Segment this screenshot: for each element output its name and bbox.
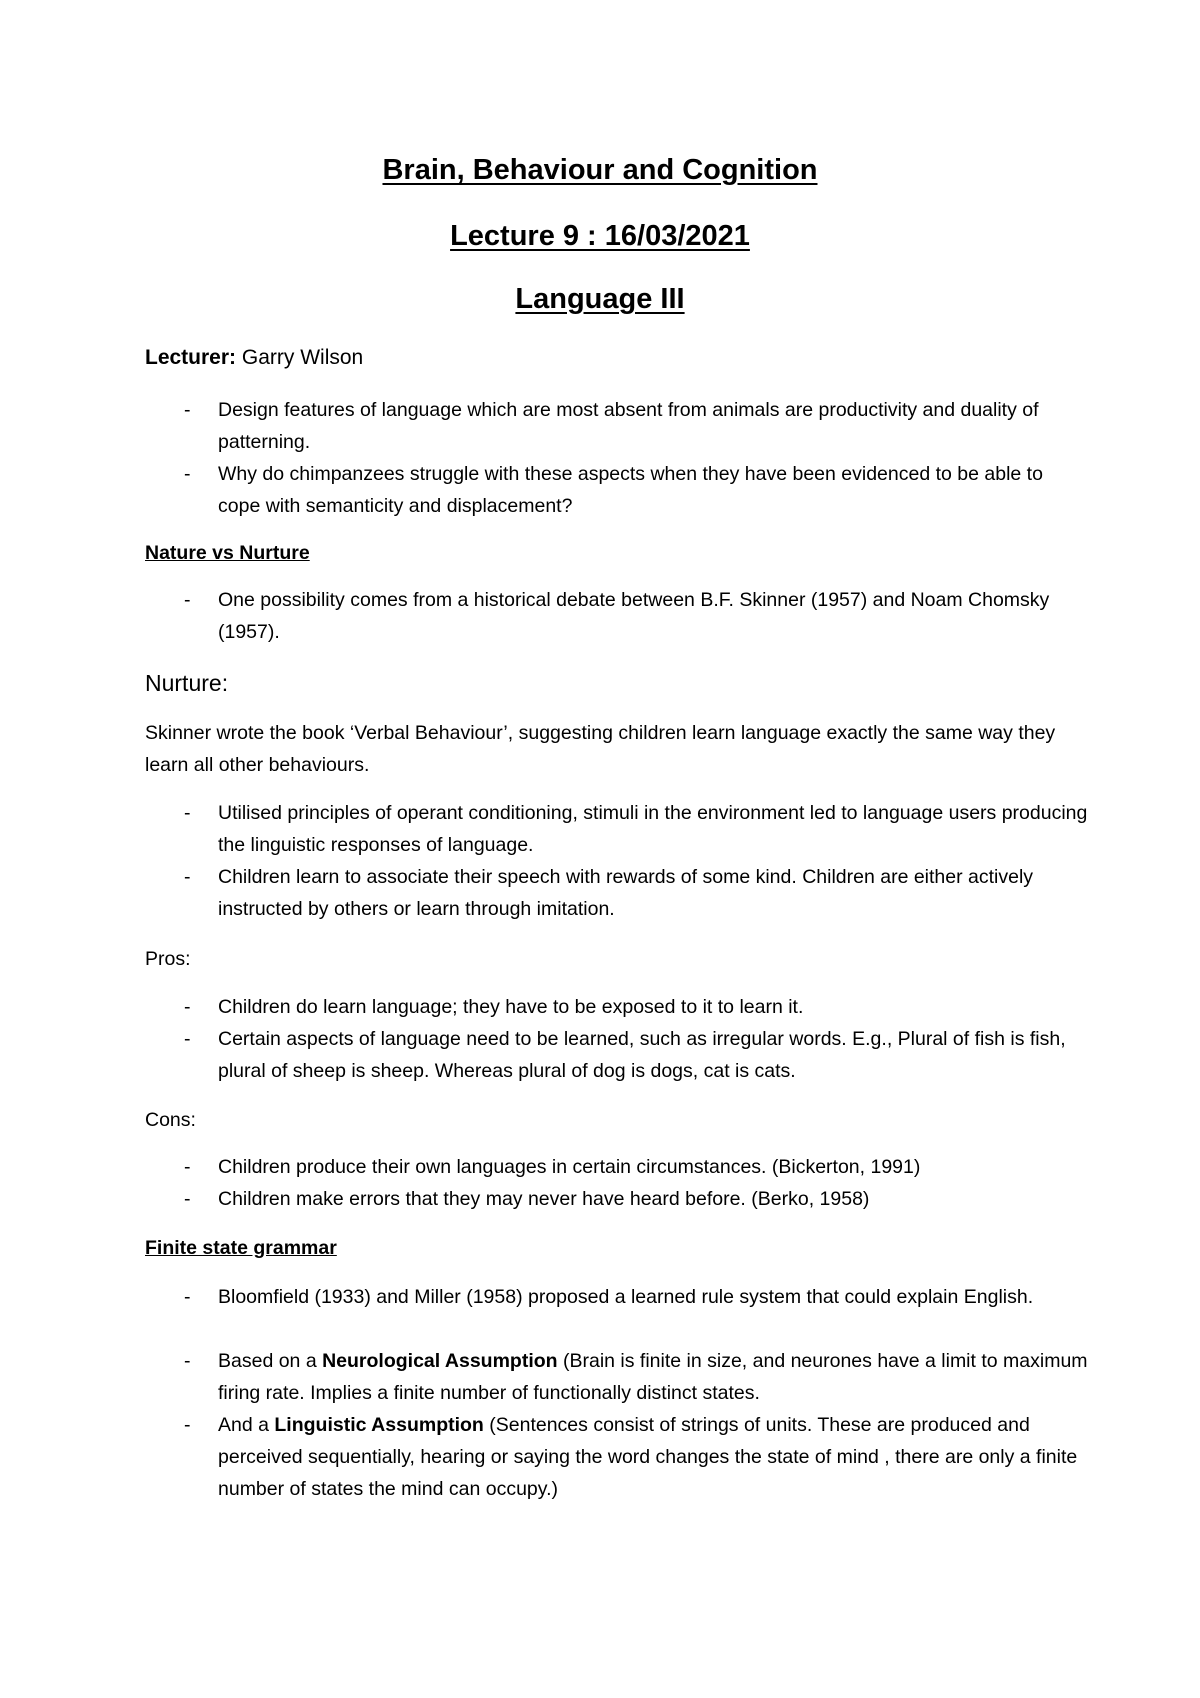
linguistic-assumption-term: Linguistic Assumption: [274, 1414, 484, 1436]
lecturer-label: Lecturer:: [145, 346, 237, 369]
lecture-title: Lecture 9 : 16/03/2021: [450, 220, 750, 252]
lecturer-name: Garry Wilson: [241, 346, 364, 369]
bullet-marker: -: [184, 1350, 191, 1372]
list-item: Children learn to associate their speech with rewards of some kind. Children are either actively instructed by others or learn through imitation.: [218, 866, 1034, 920]
list-item: Why do chimpanzees struggle with these aspects when they have been evidenced to be able to cope with semanticity and displacement?: [218, 463, 1043, 517]
list-item: Children do learn language; they have to be exposed to it to learn it.: [218, 996, 804, 1018]
bullet-marker: -: [184, 1414, 191, 1436]
neurological-assumption-term: Neurological Assumption: [322, 1350, 558, 1372]
list-item: [218, 1409, 1088, 1505]
lecturer-line: [145, 342, 363, 374]
section-heading-nurture: Nurture:: [145, 670, 229, 696]
bullet-marker: -: [184, 996, 191, 1018]
bullet-marker: -: [184, 1286, 191, 1308]
list-item: Children produce their own languages in certain circumstances. (Bickerton, 1991): [218, 1156, 921, 1178]
bullet-marker: -: [184, 1188, 191, 1210]
list-item: Design features of language which are most absent from animals are productivity and duality of patterning.: [218, 399, 1039, 453]
bullet-text: (Sentences consist of strings of units. These are produced and perceived sequentially, hearing or saying the word changes the state of mind , there are only a finite number of states the mind can occupy.): [218, 1414, 1078, 1500]
bullet-marker: -: [184, 1028, 191, 1050]
list-item: One possibility comes from a historical debate between B.F. Skinner (1957) and Noam Chomsky (1957).: [218, 589, 1050, 643]
bullet-marker: -: [184, 1156, 191, 1178]
course-title: Brain, Behaviour and Cognition: [382, 154, 818, 186]
bullet-marker: -: [184, 589, 191, 611]
bullet-text: And a: [218, 1414, 275, 1436]
bullet-marker: -: [184, 399, 191, 421]
bullet-text: (Brain is finite in size, and neurones have a limit to maximum firing rate. Implies a finite number of functionally distinct states.: [218, 1350, 1088, 1404]
bullet-marker: -: [184, 802, 191, 824]
list-item: [218, 1345, 1088, 1409]
topic-title: Language III: [515, 283, 685, 315]
pros-label: Pros:: [145, 948, 191, 970]
cons-label: Cons:: [145, 1109, 196, 1131]
bullet-marker: -: [184, 463, 191, 485]
bullet-marker: -: [184, 866, 191, 888]
list-item: Bloomfield (1933) and Miller (1958) proposed a learned rule system that could explain English.: [218, 1286, 1034, 1308]
list-item: Children make errors that they may never have heard before. (Berko, 1958): [218, 1188, 870, 1210]
bullet-text: Based on a: [218, 1350, 323, 1372]
nurture-paragraph: Skinner wrote the book ‘Verbal Behaviour’, suggesting children learn language exactly the same way they learn all other behaviours.: [145, 722, 1056, 776]
section-heading-nature-vs-nurture: Nature vs Nurture: [145, 542, 310, 564]
list-item: Certain aspects of language need to be learned, such as irregular words. E.g., Plural of fish is fish, plural of sheep is sheep. Whereas plural of dog is dogs, cat is cats.: [218, 1028, 1066, 1082]
list-item: Utilised principles of operant conditioning, stimuli in the environment led to language users producing the linguistic responses of language.: [218, 802, 1088, 856]
section-heading-finite-state-grammar: Finite state grammar: [145, 1237, 337, 1259]
